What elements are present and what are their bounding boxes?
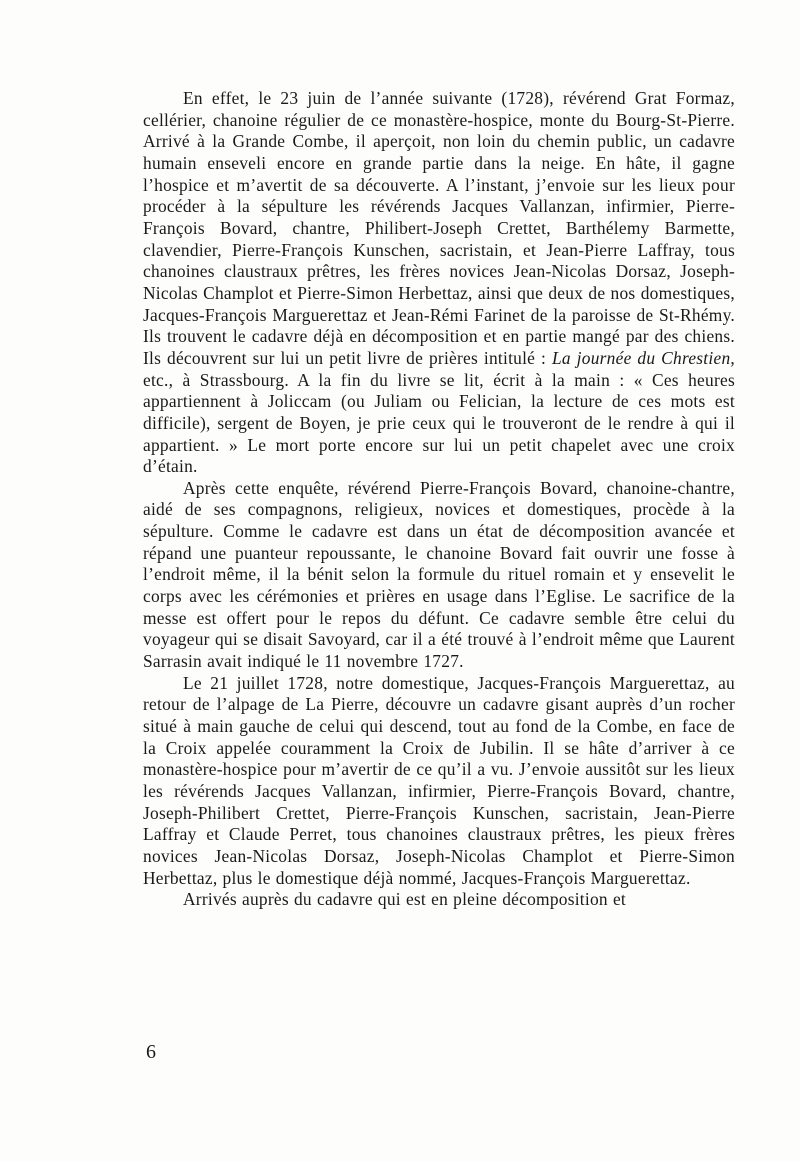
paragraph: Après cette enquête, révérend Pierre-François Bovard, chanoine-chantre, aidé de ses compagnons, religieux, novices et domestiques, procède à la sépulture. Comme le cadavre est dans un état de décomposition avancée et répand une puanteur repoussante, le chanoine Bovard fait ouvrir une fosse à l’endroit même, il la bénit selon la formule du rituel romain et y ensevelit le corps avec les cérémonies et prières en usage dans l’Eglise. Le sacrifice de la messe est offert pour le repos du défunt. Ce cadavre semble être celui du voyageur qui se disait Savoyard, car il a été trouvé à l’endroit même que Laurent Sarrasin avait indiqué le 11 novembre 1727. bbox=[143, 477, 735, 672]
book-title: La journée du Chrestien bbox=[551, 347, 731, 368]
body-text bbox=[143, 88, 735, 911]
page-number: 6 bbox=[146, 1041, 156, 1063]
paragraph: Le 21 juillet 1728, notre domestique, Jacques-François Marguerettaz, au retour de l’alpage de La Pierre, découvre un cadavre gisant auprès d’un rocher situé à main gauche de celui qui descend, tout au fond de la Combe, en face de la Croix appelée couramment la Croix de Jubilin. Il se hâte d’arriver à ce monastère-hospice pour m’avertir de ce qu’il a vu. J’envoie aussitôt sur les lieux les révérends Jacques Vallanzan, infirmier, Pierre-François Bovard, chantre, Joseph-Philibert Crettet, Pierre-François Kunschen, sacristain, Jean-Pierre Laffray et Claude Perret, tous chanoines claustraux prêtres, les pieux frères novices Jean-Nicolas Dorsaz, Joseph-Nicolas Champlot et Pierre-Simon Herbettaz, plus le domestique déjà nommé, Jacques-François Marguerettaz. bbox=[143, 672, 735, 888]
paragraph-text: En effet, le 23 juin de l’année suivante (1728), révérend Grat Formaz, cellérier, chanoine régulier de ce monastère-hospice, monte du Bourg-St-Pierre. Arrivé à la Grande Combe, il aperçoit, non loin du chemin public, un cadavre humain enseveli encore en grande partie dans la neige. En hâte, il gagne l’hospice et m’avertit de sa découverte. A l’instant, j’envoie sur les lieux pour procéder à la sépulture les révérends Jacques Vallanzan, infirmier, Pierre-François Bovard, chantre, Philibert-Joseph Crettet, Barthélemy Barmette, clavendier, Pierre-François Kunschen, sacristain, et Jean-Pierre Laffray, tous chanoines claustraux prêtres, les frères novices Jean-Nicolas Dorsaz, Joseph-Nicolas Champlot et Pierre-Simon Herbettaz, ainsi que deux de nos domestiques, Jacques-François Marguerettaz et Jean-Rémi Farinet de la paroisse de St-Rhémy. Ils trouvent le cadavre déjà en décomposition et en partie mangé par des chiens. Ils découvrent sur lui un petit livre de prières intitulé : bbox=[143, 88, 735, 368]
paragraph-text: , etc., à Strassbourg. A la fin du livre se lit, écrit à la main : « Ces heures appartiennent à Joliccam (ou Juliam ou Felician, la lecture de ces mots est difficile), sergent de Boyen, je prie ceux qui le trouveront de le rendre à qui il appartient. » Le mort porte encore sur lui un petit chapelet avec une croix d’étain. bbox=[143, 347, 735, 477]
paragraph: Arrivés auprès du cadavre qui est en pleine décomposition et bbox=[183, 889, 627, 910]
paragraph bbox=[143, 88, 735, 478]
